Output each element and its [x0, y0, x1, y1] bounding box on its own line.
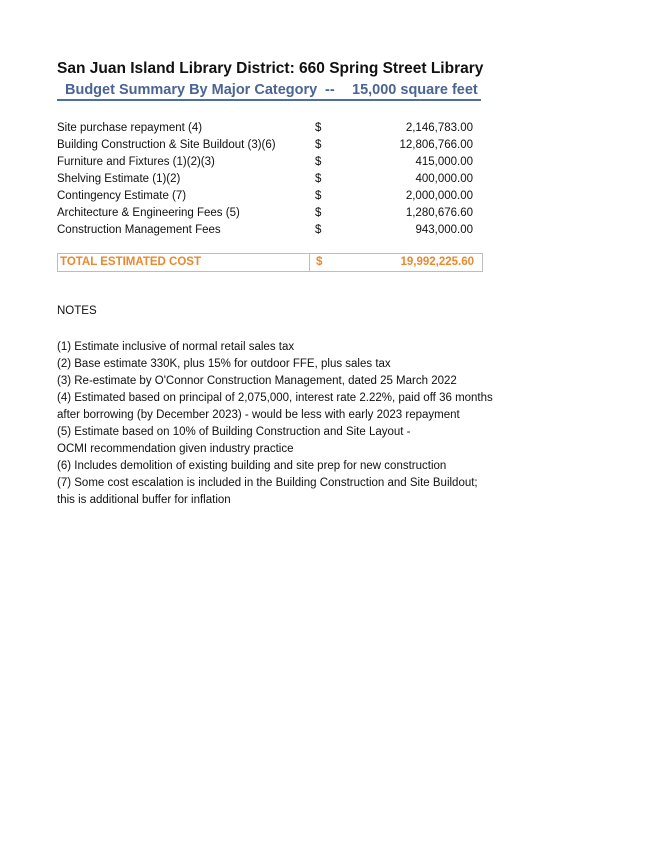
budget-row	[57, 205, 481, 222]
currency-symbol: $	[315, 224, 322, 236]
budget-row-label: Contingency Estimate (7)	[57, 190, 187, 202]
budget-row	[57, 222, 481, 239]
note-line: (3) Re-estimate by O'Connor Construction Management, dated 25 March 2022	[57, 375, 457, 387]
currency-symbol: $	[315, 139, 322, 151]
budget-row-amount: 400,000.00	[415, 173, 473, 185]
note-line: this is additional buffer for inflation	[57, 494, 231, 506]
budget-row-amount: 415,000.00	[415, 156, 473, 168]
budget-row-label: Shelving Estimate (1)(2)	[57, 173, 181, 185]
budget-row-amount: 2,146,783.00	[405, 122, 473, 134]
note-line: (7) Some cost escalation is included in the Building Construction and Site Buildout;	[57, 477, 478, 489]
budget-row-label: Building Construction & Site Buildout (3)(6)	[57, 139, 276, 151]
budget-row-amount: 12,806,766.00	[399, 139, 473, 151]
notes-heading: NOTES	[57, 305, 97, 317]
subtitle-separator: --	[325, 82, 335, 98]
budget-row-label: Construction Management Fees	[57, 224, 221, 236]
note-line: after borrowing (by December 2023) - would be less with early 2023 repayment	[57, 409, 460, 421]
note-line: (5) Estimate based on 10% of Building Construction and Site Layout -	[57, 426, 411, 438]
total-row	[57, 253, 483, 272]
currency-symbol: $	[315, 207, 322, 219]
total-divider	[309, 254, 310, 271]
note-line: OCMI recommendation given industry practice	[57, 443, 294, 455]
budget-row	[57, 171, 481, 188]
budget-subtitle	[57, 80, 481, 101]
budget-row	[57, 188, 481, 205]
note-line: (6) Includes demolition of existing building and site prep for new construction	[57, 460, 447, 472]
currency-symbol: $	[315, 122, 322, 134]
total-label: TOTAL ESTIMATED COST	[60, 256, 201, 268]
currency-symbol: $	[315, 173, 322, 185]
subtitle-area: 15,000 square feet	[352, 82, 478, 98]
budget-row-label: Furniture and Fixtures (1)(2)(3)	[57, 156, 215, 168]
budget-row-amount: 1,280,676.60	[405, 207, 473, 219]
budget-row	[57, 120, 481, 137]
notes-list	[57, 339, 527, 509]
budget-row	[57, 137, 481, 154]
note-line: (1) Estimate inclusive of normal retail sales tax	[57, 341, 295, 353]
note-line: (2) Base estimate 330K, plus 15% for outdoor FFE, plus sales tax	[57, 358, 391, 370]
currency-symbol: $	[315, 190, 322, 202]
subtitle-category: Budget Summary By Major Category	[65, 82, 318, 98]
budget-table	[57, 120, 481, 239]
budget-row-label: Architecture & Engineering Fees (5)	[57, 207, 240, 219]
currency-symbol: $	[315, 156, 322, 168]
total-amount: 19,992,225.60	[400, 256, 474, 268]
total-currency-symbol: $	[316, 256, 323, 268]
budget-row-amount: 2,000,000.00	[405, 190, 473, 202]
budget-row-amount: 943,000.00	[415, 224, 473, 236]
note-line: (4) Estimated based on principal of 2,075,000, interest rate 2.22%, paid off 36 months	[57, 392, 493, 404]
document-title: San Juan Island Library District: 660 Spring Street Library	[57, 60, 484, 77]
budget-row-label: Site purchase repayment (4)	[57, 122, 203, 134]
budget-row	[57, 154, 481, 171]
